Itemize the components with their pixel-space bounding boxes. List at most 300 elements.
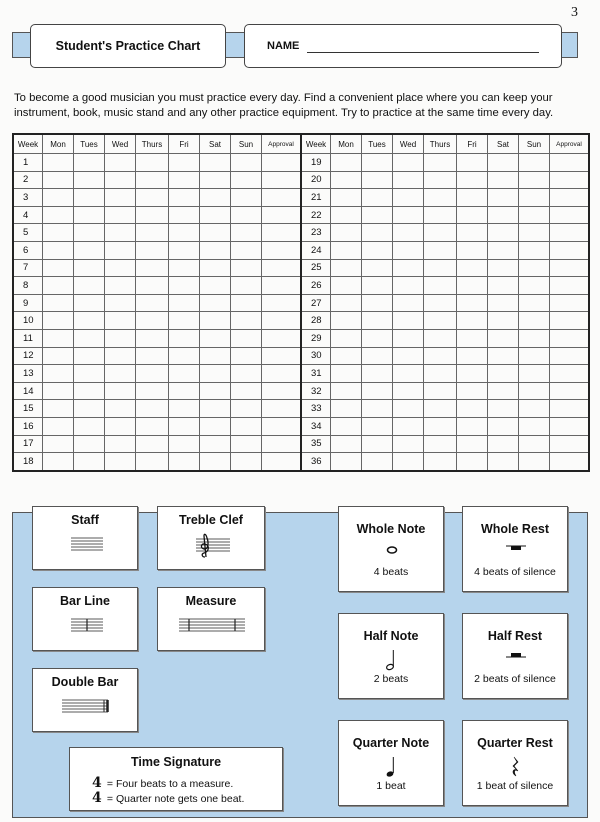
practice-cell-wed[interactable] bbox=[105, 206, 136, 224]
practice-cell-thurs[interactable] bbox=[136, 329, 169, 347]
practice-cell-tues[interactable] bbox=[362, 154, 393, 172]
practice-cell-wed[interactable] bbox=[105, 329, 136, 347]
practice-cell-sat[interactable] bbox=[488, 171, 519, 189]
week-number: 11 bbox=[13, 329, 43, 347]
practice-cell-wed[interactable] bbox=[393, 347, 424, 365]
practice-cell-sat[interactable] bbox=[200, 453, 231, 471]
practice-cell-sat[interactable] bbox=[488, 435, 519, 453]
practice-cell-sun[interactable] bbox=[519, 206, 550, 224]
practice-cell-tues[interactable] bbox=[74, 417, 105, 435]
practice-cell-fri[interactable] bbox=[457, 417, 488, 435]
practice-cell-tues[interactable] bbox=[362, 277, 393, 295]
practice-cell-thurs[interactable] bbox=[424, 241, 457, 259]
practice-cell-approval[interactable] bbox=[262, 453, 302, 471]
practice-cell-fri[interactable] bbox=[169, 453, 200, 471]
practice-cell-sun[interactable] bbox=[231, 453, 262, 471]
practice-cell-sun[interactable] bbox=[231, 435, 262, 453]
practice-cell-mon[interactable] bbox=[331, 154, 362, 172]
practice-cell-fri[interactable] bbox=[457, 241, 488, 259]
practice-cell-thurs[interactable] bbox=[136, 224, 169, 242]
practice-cell-approval[interactable] bbox=[550, 259, 590, 277]
practice-cell-sun[interactable] bbox=[519, 417, 550, 435]
practice-cell-thurs[interactable] bbox=[424, 417, 457, 435]
practice-cell-fri[interactable] bbox=[169, 347, 200, 365]
practice-cell-approval[interactable] bbox=[262, 224, 302, 242]
practice-cell-approval[interactable] bbox=[550, 154, 590, 172]
practice-cell-tues[interactable] bbox=[74, 365, 105, 383]
practice-cell-sun[interactable] bbox=[519, 329, 550, 347]
practice-cell-mon[interactable] bbox=[43, 312, 74, 330]
practice-cell-tues[interactable] bbox=[362, 241, 393, 259]
practice-cell-sun[interactable] bbox=[519, 154, 550, 172]
practice-cell-sun[interactable] bbox=[519, 365, 550, 383]
practice-cell-mon[interactable] bbox=[43, 435, 74, 453]
practice-cell-wed[interactable] bbox=[393, 206, 424, 224]
practice-cell-mon[interactable] bbox=[331, 206, 362, 224]
practice-cell-tues[interactable] bbox=[74, 154, 105, 172]
practice-cell-sun[interactable] bbox=[519, 312, 550, 330]
practice-cell-fri[interactable] bbox=[169, 259, 200, 277]
practice-cell-tues[interactable] bbox=[362, 435, 393, 453]
practice-cell-tues[interactable] bbox=[74, 206, 105, 224]
practice-cell-approval[interactable] bbox=[550, 312, 590, 330]
practice-cell-fri[interactable] bbox=[169, 382, 200, 400]
practice-cell-thurs[interactable] bbox=[424, 259, 457, 277]
practice-cell-tues[interactable] bbox=[362, 171, 393, 189]
practice-cell-approval[interactable] bbox=[262, 435, 302, 453]
practice-cell-thurs[interactable] bbox=[136, 294, 169, 312]
practice-cell-thurs[interactable] bbox=[136, 382, 169, 400]
practice-cell-wed[interactable] bbox=[393, 435, 424, 453]
practice-cell-wed[interactable] bbox=[105, 382, 136, 400]
practice-cell-fri[interactable] bbox=[169, 329, 200, 347]
week-number: 16 bbox=[13, 417, 43, 435]
practice-cell-sun[interactable] bbox=[519, 189, 550, 207]
practice-cell-sat[interactable] bbox=[488, 347, 519, 365]
practice-cell-sat[interactable] bbox=[200, 277, 231, 295]
practice-cell-wed[interactable] bbox=[393, 382, 424, 400]
practice-cell-sat[interactable] bbox=[488, 224, 519, 242]
practice-cell-sun[interactable] bbox=[231, 329, 262, 347]
practice-cell-mon[interactable] bbox=[331, 417, 362, 435]
practice-cell-thurs[interactable] bbox=[136, 277, 169, 295]
practice-cell-thurs[interactable] bbox=[136, 154, 169, 172]
practice-cell-approval[interactable] bbox=[262, 347, 302, 365]
practice-cell-tues[interactable] bbox=[74, 171, 105, 189]
practice-cell-tues[interactable] bbox=[74, 312, 105, 330]
practice-cell-wed[interactable] bbox=[105, 400, 136, 418]
practice-cell-thurs[interactable] bbox=[136, 241, 169, 259]
practice-cell-sun[interactable] bbox=[231, 312, 262, 330]
practice-cell-thurs[interactable] bbox=[424, 453, 457, 471]
practice-cell-wed[interactable] bbox=[393, 277, 424, 295]
practice-cell-fri[interactable] bbox=[457, 347, 488, 365]
practice-cell-wed[interactable] bbox=[393, 453, 424, 471]
practice-cell-sun[interactable] bbox=[231, 259, 262, 277]
practice-cell-fri[interactable] bbox=[457, 365, 488, 383]
practice-cell-fri[interactable] bbox=[169, 171, 200, 189]
practice-cell-wed[interactable] bbox=[393, 154, 424, 172]
practice-cell-sun[interactable] bbox=[519, 241, 550, 259]
practice-cell-tues[interactable] bbox=[74, 400, 105, 418]
practice-cell-thurs[interactable] bbox=[136, 171, 169, 189]
practice-cell-approval[interactable] bbox=[262, 365, 302, 383]
practice-cell-sun[interactable] bbox=[231, 382, 262, 400]
practice-cell-tues[interactable] bbox=[74, 277, 105, 295]
practice-cell-wed[interactable] bbox=[105, 365, 136, 383]
practice-cell-thurs[interactable] bbox=[136, 312, 169, 330]
practice-cell-wed[interactable] bbox=[105, 259, 136, 277]
practice-cell-thurs[interactable] bbox=[136, 206, 169, 224]
practice-cell-fri[interactable] bbox=[169, 435, 200, 453]
practice-cell-sat[interactable] bbox=[200, 259, 231, 277]
practice-cell-wed[interactable] bbox=[393, 329, 424, 347]
practice-cell-approval[interactable] bbox=[262, 417, 302, 435]
practice-cell-tues[interactable] bbox=[74, 329, 105, 347]
practice-cell-sat[interactable] bbox=[488, 365, 519, 383]
practice-cell-sat[interactable] bbox=[488, 189, 519, 207]
practice-cell-sat[interactable] bbox=[488, 417, 519, 435]
practice-cell-tues[interactable] bbox=[362, 400, 393, 418]
practice-cell-approval[interactable] bbox=[550, 382, 590, 400]
practice-cell-fri[interactable] bbox=[169, 417, 200, 435]
practice-cell-sun[interactable] bbox=[519, 453, 550, 471]
practice-cell-wed[interactable] bbox=[393, 294, 424, 312]
practice-cell-thurs[interactable] bbox=[424, 400, 457, 418]
practice-cell-thurs[interactable] bbox=[136, 259, 169, 277]
practice-cell-wed[interactable] bbox=[393, 189, 424, 207]
practice-cell-wed[interactable] bbox=[393, 365, 424, 383]
practice-cell-mon[interactable] bbox=[331, 171, 362, 189]
practice-cell-tues[interactable] bbox=[74, 382, 105, 400]
practice-cell-mon[interactable] bbox=[43, 171, 74, 189]
practice-cell-sun[interactable] bbox=[231, 417, 262, 435]
practice-cell-tues[interactable] bbox=[362, 312, 393, 330]
practice-cell-approval[interactable] bbox=[550, 206, 590, 224]
practice-cell-mon[interactable] bbox=[43, 400, 74, 418]
practice-cell-thurs[interactable] bbox=[424, 277, 457, 295]
practice-cell-sat[interactable] bbox=[200, 365, 231, 383]
practice-cell-mon[interactable] bbox=[331, 365, 362, 383]
practice-cell-sat[interactable] bbox=[488, 382, 519, 400]
practice-cell-mon[interactable] bbox=[331, 224, 362, 242]
practice-cell-fri[interactable] bbox=[457, 382, 488, 400]
practice-cell-sat[interactable] bbox=[200, 329, 231, 347]
practice-cell-approval[interactable] bbox=[550, 417, 590, 435]
practice-cell-tues[interactable] bbox=[362, 417, 393, 435]
week-number: 25 bbox=[301, 259, 331, 277]
practice-cell-sat[interactable] bbox=[200, 312, 231, 330]
practice-cell-tues[interactable] bbox=[74, 435, 105, 453]
practice-cell-thurs[interactable] bbox=[424, 365, 457, 383]
practice-cell-sat[interactable] bbox=[488, 329, 519, 347]
practice-cell-thurs[interactable] bbox=[424, 435, 457, 453]
practice-cell-tues[interactable] bbox=[362, 329, 393, 347]
practice-cell-mon[interactable] bbox=[331, 294, 362, 312]
practice-cell-sun[interactable] bbox=[519, 224, 550, 242]
practice-cell-wed[interactable] bbox=[105, 224, 136, 242]
practice-cell-wed[interactable] bbox=[393, 259, 424, 277]
practice-cell-tues[interactable] bbox=[362, 294, 393, 312]
practice-cell-wed[interactable] bbox=[393, 241, 424, 259]
practice-cell-wed[interactable] bbox=[105, 312, 136, 330]
practice-cell-sun[interactable] bbox=[231, 154, 262, 172]
practice-cell-sat[interactable] bbox=[488, 294, 519, 312]
practice-cell-fri[interactable] bbox=[169, 294, 200, 312]
practice-cell-tues[interactable] bbox=[74, 347, 105, 365]
practice-cell-thurs[interactable] bbox=[424, 189, 457, 207]
practice-cell-approval[interactable] bbox=[550, 329, 590, 347]
practice-cell-fri[interactable] bbox=[169, 400, 200, 418]
practice-cell-sat[interactable] bbox=[200, 435, 231, 453]
practice-cell-approval[interactable] bbox=[550, 365, 590, 383]
practice-cell-thurs[interactable] bbox=[136, 189, 169, 207]
practice-cell-mon[interactable] bbox=[331, 329, 362, 347]
practice-cell-approval[interactable] bbox=[262, 294, 302, 312]
name-line[interactable] bbox=[307, 52, 539, 53]
practice-cell-mon[interactable] bbox=[43, 189, 74, 207]
practice-cell-sun[interactable] bbox=[519, 400, 550, 418]
practice-cell-tues[interactable] bbox=[362, 259, 393, 277]
practice-cell-sat[interactable] bbox=[200, 294, 231, 312]
practice-cell-mon[interactable] bbox=[331, 259, 362, 277]
practice-cell-wed[interactable] bbox=[105, 294, 136, 312]
practice-cell-approval[interactable] bbox=[262, 241, 302, 259]
practice-cell-tues[interactable] bbox=[74, 189, 105, 207]
practice-cell-approval[interactable] bbox=[262, 312, 302, 330]
practice-cell-mon[interactable] bbox=[43, 241, 74, 259]
practice-cell-sun[interactable] bbox=[231, 294, 262, 312]
practice-cell-wed[interactable] bbox=[393, 171, 424, 189]
practice-cell-tues[interactable] bbox=[362, 453, 393, 471]
practice-cell-fri[interactable] bbox=[457, 312, 488, 330]
practice-cell-fri[interactable] bbox=[457, 189, 488, 207]
practice-cell-sat[interactable] bbox=[200, 206, 231, 224]
bar-line-title: Bar Line bbox=[59, 594, 110, 608]
practice-cell-mon[interactable] bbox=[331, 241, 362, 259]
practice-cell-wed[interactable] bbox=[105, 241, 136, 259]
practice-cell-sat[interactable] bbox=[488, 400, 519, 418]
staff-icon bbox=[71, 537, 103, 551]
practice-cell-wed[interactable] bbox=[105, 277, 136, 295]
practice-cell-mon[interactable] bbox=[43, 224, 74, 242]
practice-cell-thurs[interactable] bbox=[136, 347, 169, 365]
practice-cell-tues[interactable] bbox=[74, 259, 105, 277]
practice-cell-fri[interactable] bbox=[169, 206, 200, 224]
practice-cell-thurs[interactable] bbox=[136, 453, 169, 471]
practice-cell-tues[interactable] bbox=[74, 453, 105, 471]
practice-cell-tues[interactable] bbox=[74, 241, 105, 259]
practice-cell-sun[interactable] bbox=[519, 259, 550, 277]
practice-cell-tues[interactable] bbox=[74, 294, 105, 312]
practice-cell-fri[interactable] bbox=[457, 453, 488, 471]
practice-cell-thurs[interactable] bbox=[424, 154, 457, 172]
table-row bbox=[13, 224, 589, 242]
practice-cell-fri[interactable] bbox=[457, 206, 488, 224]
practice-cell-wed[interactable] bbox=[393, 312, 424, 330]
practice-cell-mon[interactable] bbox=[331, 189, 362, 207]
practice-cell-mon[interactable] bbox=[43, 206, 74, 224]
practice-cell-sun[interactable] bbox=[519, 435, 550, 453]
practice-cell-fri[interactable] bbox=[169, 312, 200, 330]
practice-cell-fri[interactable] bbox=[457, 224, 488, 242]
practice-cell-wed[interactable] bbox=[393, 224, 424, 242]
practice-cell-tues[interactable] bbox=[362, 365, 393, 383]
practice-cell-mon[interactable] bbox=[43, 154, 74, 172]
practice-cell-thurs[interactable] bbox=[424, 329, 457, 347]
practice-cell-sun[interactable] bbox=[231, 400, 262, 418]
practice-cell-approval[interactable] bbox=[550, 224, 590, 242]
practice-cell-sun[interactable] bbox=[231, 277, 262, 295]
practice-cell-sat[interactable] bbox=[200, 224, 231, 242]
practice-cell-fri[interactable] bbox=[457, 294, 488, 312]
practice-cell-sat[interactable] bbox=[488, 259, 519, 277]
practice-cell-thurs[interactable] bbox=[136, 400, 169, 418]
practice-cell-approval[interactable] bbox=[262, 171, 302, 189]
table-row bbox=[13, 189, 589, 207]
practice-cell-sun[interactable] bbox=[231, 224, 262, 242]
practice-cell-mon[interactable] bbox=[43, 365, 74, 383]
practice-cell-sat[interactable] bbox=[488, 312, 519, 330]
practice-cell-mon[interactable] bbox=[331, 277, 362, 295]
practice-cell-thurs[interactable] bbox=[136, 435, 169, 453]
practice-cell-wed[interactable] bbox=[105, 453, 136, 471]
practice-cell-approval[interactable] bbox=[550, 171, 590, 189]
practice-cell-thurs[interactable] bbox=[424, 206, 457, 224]
practice-cell-sun[interactable] bbox=[231, 171, 262, 189]
time-signature-bottom-line bbox=[92, 790, 244, 806]
practice-cell-sat[interactable] bbox=[488, 206, 519, 224]
practice-cell-mon[interactable] bbox=[331, 435, 362, 453]
practice-cell-approval[interactable] bbox=[262, 206, 302, 224]
practice-cell-fri[interactable] bbox=[169, 189, 200, 207]
practice-cell-sat[interactable] bbox=[200, 154, 231, 172]
practice-cell-wed[interactable] bbox=[105, 189, 136, 207]
practice-cell-sat[interactable] bbox=[488, 277, 519, 295]
practice-cell-approval[interactable] bbox=[550, 189, 590, 207]
practice-cell-fri[interactable] bbox=[169, 241, 200, 259]
practice-cell-sat[interactable] bbox=[200, 241, 231, 259]
practice-cell-sun[interactable] bbox=[231, 189, 262, 207]
practice-cell-sun[interactable] bbox=[519, 347, 550, 365]
practice-cell-thurs[interactable] bbox=[424, 171, 457, 189]
practice-cell-sun[interactable] bbox=[231, 241, 262, 259]
practice-cell-sun[interactable] bbox=[519, 277, 550, 295]
practice-cell-fri[interactable] bbox=[169, 277, 200, 295]
practice-cell-tues[interactable] bbox=[362, 224, 393, 242]
practice-cell-approval[interactable] bbox=[550, 435, 590, 453]
practice-cell-tues[interactable] bbox=[74, 224, 105, 242]
week-number: 32 bbox=[301, 382, 331, 400]
practice-cell-wed[interactable] bbox=[393, 400, 424, 418]
practice-cell-approval[interactable] bbox=[262, 154, 302, 172]
practice-cell-sat[interactable] bbox=[488, 154, 519, 172]
practice-cell-approval[interactable] bbox=[550, 241, 590, 259]
practice-cell-fri[interactable] bbox=[169, 365, 200, 383]
practice-cell-sun[interactable] bbox=[519, 382, 550, 400]
practice-cell-fri[interactable] bbox=[169, 224, 200, 242]
practice-cell-tues[interactable] bbox=[362, 347, 393, 365]
practice-cell-fri[interactable] bbox=[457, 259, 488, 277]
quarter-note-beats: 1 beat bbox=[376, 780, 406, 792]
practice-cell-thurs[interactable] bbox=[424, 347, 457, 365]
practice-cell-sat[interactable] bbox=[200, 382, 231, 400]
practice-cell-sat[interactable] bbox=[200, 417, 231, 435]
practice-cell-thurs[interactable] bbox=[136, 365, 169, 383]
practice-cell-wed[interactable] bbox=[393, 417, 424, 435]
practice-cell-sun[interactable] bbox=[519, 171, 550, 189]
practice-cell-fri[interactable] bbox=[457, 435, 488, 453]
practice-cell-fri[interactable] bbox=[457, 171, 488, 189]
practice-cell-fri[interactable] bbox=[457, 277, 488, 295]
practice-cell-thurs[interactable] bbox=[424, 224, 457, 242]
practice-cell-fri[interactable] bbox=[457, 154, 488, 172]
practice-cell-sat[interactable] bbox=[488, 453, 519, 471]
practice-cell-tues[interactable] bbox=[362, 189, 393, 207]
practice-cell-mon[interactable] bbox=[331, 382, 362, 400]
practice-cell-approval[interactable] bbox=[262, 189, 302, 207]
practice-cell-sat[interactable] bbox=[200, 189, 231, 207]
practice-cell-wed[interactable] bbox=[105, 154, 136, 172]
practice-cell-sun[interactable] bbox=[519, 294, 550, 312]
practice-cell-sun[interactable] bbox=[231, 206, 262, 224]
practice-cell-approval[interactable] bbox=[262, 329, 302, 347]
practice-cell-approval[interactable] bbox=[550, 400, 590, 418]
practice-cell-mon[interactable] bbox=[331, 347, 362, 365]
practice-cell-mon[interactable] bbox=[43, 382, 74, 400]
practice-cell-mon[interactable] bbox=[43, 453, 74, 471]
practice-cell-wed[interactable] bbox=[105, 417, 136, 435]
practice-cell-mon[interactable] bbox=[43, 294, 74, 312]
practice-cell-sat[interactable] bbox=[200, 400, 231, 418]
practice-cell-sun[interactable] bbox=[231, 347, 262, 365]
practice-cell-sat[interactable] bbox=[200, 171, 231, 189]
practice-cell-approval[interactable] bbox=[262, 382, 302, 400]
practice-cell-thurs[interactable] bbox=[424, 312, 457, 330]
practice-cell-approval[interactable] bbox=[262, 277, 302, 295]
practice-cell-mon[interactable] bbox=[43, 417, 74, 435]
practice-cell-mon[interactable] bbox=[331, 312, 362, 330]
practice-cell-approval[interactable] bbox=[262, 259, 302, 277]
practice-cell-mon[interactable] bbox=[43, 329, 74, 347]
practice-cell-tues[interactable] bbox=[362, 206, 393, 224]
practice-cell-sat[interactable] bbox=[488, 241, 519, 259]
practice-cell-fri[interactable] bbox=[169, 154, 200, 172]
practice-cell-mon[interactable] bbox=[331, 400, 362, 418]
practice-cell-approval[interactable] bbox=[550, 347, 590, 365]
practice-cell-sat[interactable] bbox=[200, 347, 231, 365]
practice-cell-wed[interactable] bbox=[105, 171, 136, 189]
practice-cell-thurs[interactable] bbox=[136, 417, 169, 435]
practice-cell-mon[interactable] bbox=[331, 453, 362, 471]
practice-cell-fri[interactable] bbox=[457, 329, 488, 347]
practice-cell-approval[interactable] bbox=[550, 277, 590, 295]
practice-cell-mon[interactable] bbox=[43, 277, 74, 295]
practice-cell-wed[interactable] bbox=[105, 347, 136, 365]
practice-cell-approval[interactable] bbox=[262, 400, 302, 418]
practice-cell-thurs[interactable] bbox=[424, 382, 457, 400]
week-number: 9 bbox=[13, 294, 43, 312]
practice-cell-sun[interactable] bbox=[231, 365, 262, 383]
practice-cell-wed[interactable] bbox=[105, 435, 136, 453]
practice-cell-mon[interactable] bbox=[43, 347, 74, 365]
practice-cell-approval[interactable] bbox=[550, 294, 590, 312]
practice-cell-tues[interactable] bbox=[362, 382, 393, 400]
practice-cell-thurs[interactable] bbox=[424, 294, 457, 312]
practice-cell-approval[interactable] bbox=[550, 453, 590, 471]
practice-cell-mon[interactable] bbox=[43, 259, 74, 277]
practice-cell-fri[interactable] bbox=[457, 400, 488, 418]
